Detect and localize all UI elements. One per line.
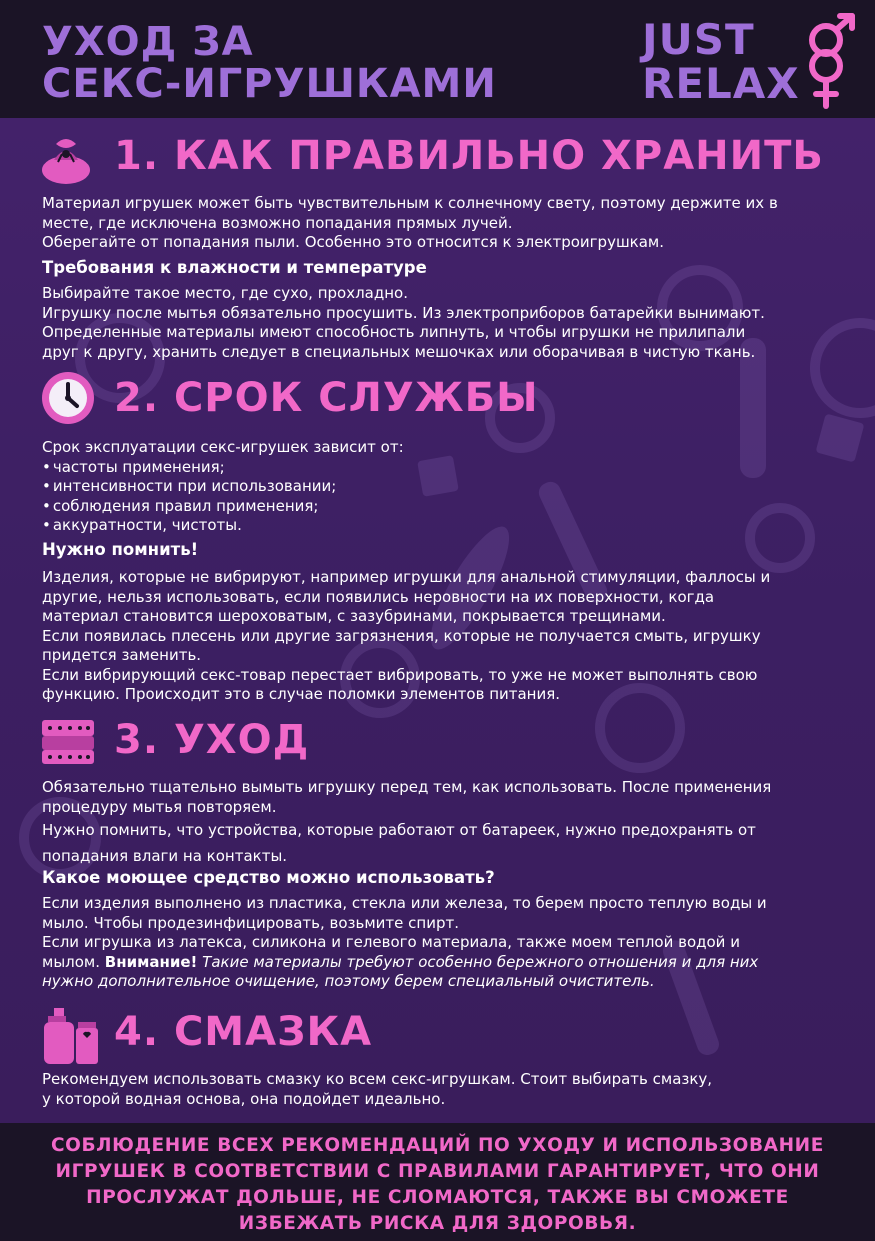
text-line: Изделия, которые не вибрируют, например игрушки для анальной стимуляции, фаллосы и (42, 568, 771, 586)
text-segment: Такие материалы требуют особенно бережного отношения и для них (202, 952, 759, 971)
text-line: функцию. Происходит это в случае поломки элементов питания. (42, 685, 561, 703)
text-line: Срок эксплуатации секс-игрушек зависит от: (42, 438, 404, 456)
towel-icon (40, 714, 96, 770)
text-segment: мылом. (42, 952, 101, 971)
section-2-paragraph-2 (42, 568, 842, 705)
section-3-paragraph-2 (42, 894, 842, 992)
section-2-list (42, 438, 842, 536)
text-line: месте, где исключена возможно попадания прямых лучей. (42, 213, 513, 232)
section-4-paragraph-1 (42, 1070, 842, 1109)
section-1-paragraph-2 (42, 284, 842, 362)
clock-icon (40, 370, 96, 426)
section-1-paragraph-1 (42, 194, 842, 253)
list-item: • интенсивности при использовании; (42, 477, 842, 497)
footer-line-3: ПРОСЛУЖАТ ДОЛЬШЕ, НЕ СЛОМАЮТСЯ, ТАКЖЕ ВЫ СМОЖЕТЕ (86, 1187, 789, 1208)
text-line: другие, нельзя использовать, если появились неровности на их поверхности, когда (42, 587, 715, 606)
text-line: Материал игрушек может быть чувствительным к солнечному свету, поэтому держите их в (42, 194, 778, 212)
footer-line-1: СОБЛЮДЕНИЕ ВСЕХ РЕКОМЕНДАЦИЙ ПО УХОДУ И ИСПОЛЬЗОВАНИЕ (50, 1135, 825, 1156)
footer-line-2: ИГРУШЕК В СООТВЕТСТВИИ С ПРАВИЛАМИ ГАРАНТИРУЕТ, ЧТО ОНИ (55, 1161, 820, 1182)
list-item: • аккуратности, чистоты. (42, 516, 842, 536)
text-line (42, 953, 842, 973)
text-line: Обязательно тщательно вымыть игрушку перед тем, как использовать. После применения (42, 778, 772, 796)
text-line: друг к другу, хранить следует в специальных мешочках или оборачивая в чистую ткань. (42, 342, 756, 361)
page-title-line-2: СЕКС-ИГРУШКАМИ (42, 61, 497, 107)
text-line: мыло. Чтобы продезинфицировать, возьмите спирт. (42, 913, 459, 932)
text-line: Если появилась плесень или другие загрязнения, которые не получается смыть, игрушку (42, 626, 761, 645)
logo-text-just: JUST (642, 15, 755, 64)
page-title-line-1: УХОД ЗА (42, 19, 254, 65)
warning-label: Внимание! (104, 952, 198, 971)
logo-text-relax: RELAX (642, 59, 800, 108)
section-2-heading: 2. СРОК СЛУЖБЫ (114, 375, 539, 421)
section-3-heading: 3. УХОД (114, 717, 310, 763)
section-1-heading: 1. КАК ПРАВИЛЬНО ХРАНИТЬ (114, 133, 824, 179)
text-line: Рекомендуем использовать смазку ко всем секс-игрушкам. Стоит выбирать смазку, (42, 1070, 713, 1088)
text-line: Если вибрирующий секс-товар перестает вибрировать, то уже не может выполнять свою (42, 665, 758, 684)
text-line: Оберегайте от попадания пыли. Особенно это относится к электроигрушкам. (42, 233, 665, 251)
section-1-subheading: Требования к влажности и температуре (42, 258, 427, 277)
text-line: нужно дополнительное очищение, поэтому берем специальный очиститель. (42, 972, 655, 990)
section-2-subheading: Нужно помнить! (42, 540, 199, 559)
footer-line-4: ИЗБЕЖАТЬ РИСКА ДЛЯ ЗДОРОВЬЯ. (238, 1213, 637, 1234)
text-line: придется заменить. (42, 646, 202, 664)
storage-bag-icon (38, 130, 94, 186)
section-4-heading: 4. СМАЗКА (114, 1009, 373, 1055)
section-3-subheading: Какое моющее средство можно использовать? (42, 868, 495, 887)
list-item: • частоты применения; (42, 458, 842, 478)
list-item: • соблюдения правил применения; (42, 497, 842, 517)
section-3-paragraph-1 (42, 778, 842, 866)
text-line: материал становится шероховатым, с зазубринами, покрывается трещинами. (42, 607, 666, 625)
text-line: Если изделия выполнено из пластика, стекла или железа, то берем просто теплую воды и (42, 894, 767, 912)
lubricant-bottle-icon (40, 1006, 100, 1066)
text-line: у которой водная основа, она подойдет идеально. (42, 1089, 446, 1108)
text-line: процедуру мытья повторяем. (42, 797, 277, 816)
text-line: Игрушку после мытья обязательно просушить. Из электроприборов батарейки вынимают. (42, 303, 765, 322)
footer (0, 1123, 875, 1241)
text-line: Нужно помнить, что устройства, которые работают от батареек, нужно предохранять от (42, 821, 756, 839)
text-line: попадания влаги на контакты. (42, 846, 288, 865)
text-line: Определенные материалы имеют способность липнуть, и чтобы игрушки не прилипали (42, 323, 746, 341)
header (0, 0, 875, 118)
text-line: Выбирайте такое место, где сухо, прохладно. (42, 284, 408, 302)
gender-symbol-icon (802, 10, 862, 110)
text-line: Если игрушка из латекса, силикона и гелевого материала, также моем теплой водой и (42, 933, 740, 951)
